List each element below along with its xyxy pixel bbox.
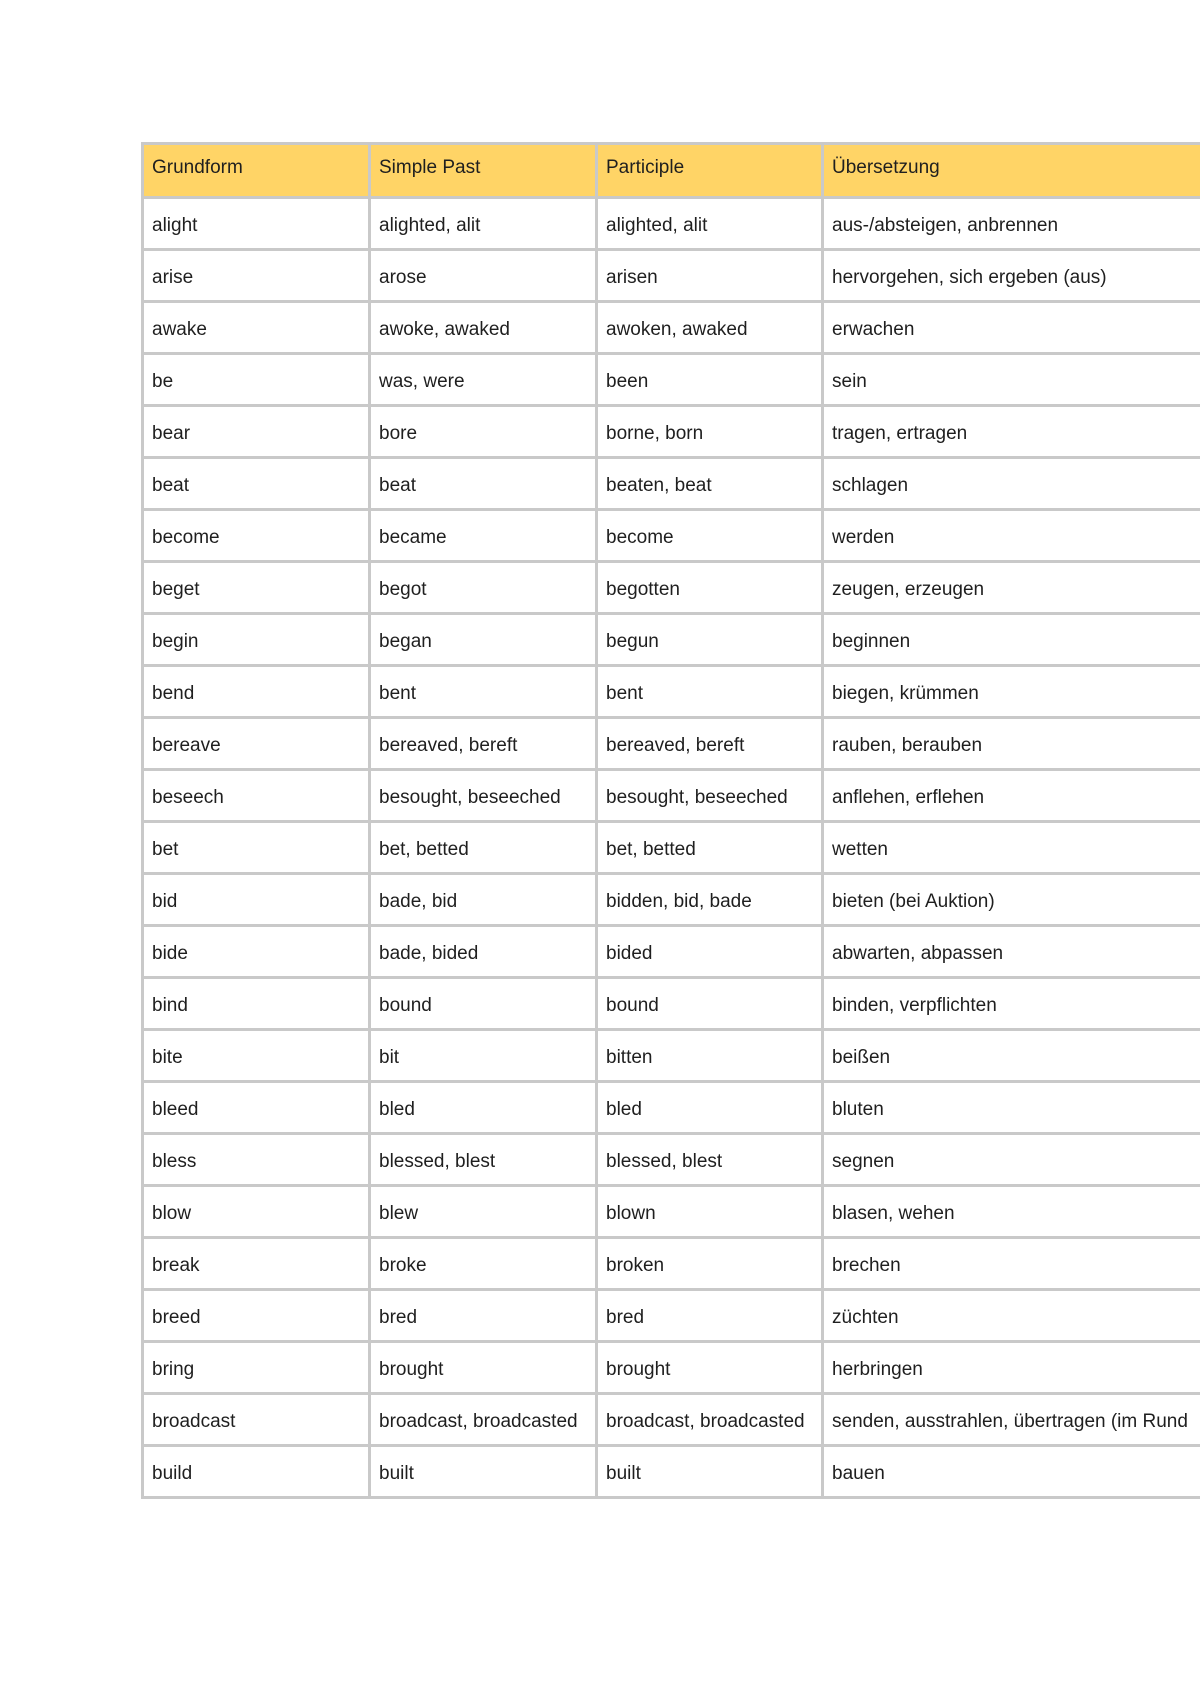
cell-uebersetzung: bauen (823, 1446, 1200, 1498)
cell-participle: bred (597, 1290, 823, 1342)
cell-uebersetzung: biegen, krümmen (823, 666, 1200, 718)
cell-participle: built (597, 1446, 823, 1498)
cell-grundform: begin (143, 614, 370, 666)
cell-participle: broadcast, broadcasted (597, 1394, 823, 1446)
table-row (143, 1446, 1200, 1498)
cell-participle: bled (597, 1082, 823, 1134)
cell-participle: bided (597, 926, 823, 978)
cell-grundform: become (143, 510, 370, 562)
cell-simple-past: became (370, 510, 597, 562)
cell-participle: alighted, alit (597, 198, 823, 250)
cell-grundform: blow (143, 1186, 370, 1238)
cell-uebersetzung: beginnen (823, 614, 1200, 666)
table-row (143, 1238, 1200, 1290)
cell-grundform: beat (143, 458, 370, 510)
cell-simple-past: built (370, 1446, 597, 1498)
cell-simple-past: broke (370, 1238, 597, 1290)
cell-simple-past: beat (370, 458, 597, 510)
table-row (143, 1394, 1200, 1446)
table-row (143, 1030, 1200, 1082)
cell-uebersetzung: wetten (823, 822, 1200, 874)
cell-grundform: arise (143, 250, 370, 302)
table-row (143, 1186, 1200, 1238)
cell-grundform: bleed (143, 1082, 370, 1134)
cell-grundform: be (143, 354, 370, 406)
cell-participle: besought, beseeched (597, 770, 823, 822)
cell-simple-past: bade, bid (370, 874, 597, 926)
cell-uebersetzung: aus-/absteigen, anbrennen (823, 198, 1200, 250)
cell-uebersetzung: abwarten, abpassen (823, 926, 1200, 978)
cell-participle: arisen (597, 250, 823, 302)
cell-grundform: awake (143, 302, 370, 354)
cell-simple-past: brought (370, 1342, 597, 1394)
header-participle: Participle (597, 144, 823, 198)
cell-grundform: break (143, 1238, 370, 1290)
table-row (143, 1342, 1200, 1394)
cell-uebersetzung: beißen (823, 1030, 1200, 1082)
table-row (143, 718, 1200, 770)
table-row (143, 354, 1200, 406)
cell-simple-past: besought, beseeched (370, 770, 597, 822)
cell-participle: become (597, 510, 823, 562)
cell-participle: beaten, beat (597, 458, 823, 510)
cell-simple-past: bore (370, 406, 597, 458)
cell-simple-past: bade, bided (370, 926, 597, 978)
header-grundform: Grundform (143, 144, 370, 198)
cell-grundform: bite (143, 1030, 370, 1082)
header-simple-past: Simple Past (370, 144, 597, 198)
cell-grundform: bless (143, 1134, 370, 1186)
cell-simple-past: bred (370, 1290, 597, 1342)
cell-participle: begun (597, 614, 823, 666)
table-row (143, 250, 1200, 302)
cell-simple-past: broadcast, broadcasted (370, 1394, 597, 1446)
table-row (143, 614, 1200, 666)
cell-grundform: broadcast (143, 1394, 370, 1446)
cell-participle: awoken, awaked (597, 302, 823, 354)
cell-uebersetzung: werden (823, 510, 1200, 562)
cell-uebersetzung: hervorgehen, sich ergeben (aus) (823, 250, 1200, 302)
cell-grundform: beget (143, 562, 370, 614)
cell-grundform: build (143, 1446, 370, 1498)
cell-uebersetzung: segnen (823, 1134, 1200, 1186)
cell-simple-past: bit (370, 1030, 597, 1082)
cell-simple-past: alighted, alit (370, 198, 597, 250)
cell-uebersetzung: tragen, ertragen (823, 406, 1200, 458)
table-row (143, 874, 1200, 926)
cell-participle: borne, born (597, 406, 823, 458)
cell-uebersetzung: erwachen (823, 302, 1200, 354)
table-row (143, 770, 1200, 822)
table-row (143, 302, 1200, 354)
cell-grundform: bear (143, 406, 370, 458)
cell-uebersetzung: herbringen (823, 1342, 1200, 1394)
table-row (143, 198, 1200, 250)
cell-participle: bidden, bid, bade (597, 874, 823, 926)
cell-simple-past: was, were (370, 354, 597, 406)
cell-participle: blown (597, 1186, 823, 1238)
cell-uebersetzung: anflehen, erflehen (823, 770, 1200, 822)
cell-grundform: alight (143, 198, 370, 250)
cell-uebersetzung: schlagen (823, 458, 1200, 510)
cell-participle: bitten (597, 1030, 823, 1082)
cell-grundform: bid (143, 874, 370, 926)
cell-simple-past: bled (370, 1082, 597, 1134)
cell-grundform: bereave (143, 718, 370, 770)
cell-grundform: bide (143, 926, 370, 978)
cell-simple-past: arose (370, 250, 597, 302)
table-row (143, 822, 1200, 874)
cell-uebersetzung: rauben, berauben (823, 718, 1200, 770)
cell-simple-past: bent (370, 666, 597, 718)
table-row (143, 978, 1200, 1030)
cell-grundform: bend (143, 666, 370, 718)
cell-simple-past: begot (370, 562, 597, 614)
cell-participle: blessed, blest (597, 1134, 823, 1186)
cell-grundform: bind (143, 978, 370, 1030)
table-body (143, 198, 1200, 1498)
cell-uebersetzung: blasen, wehen (823, 1186, 1200, 1238)
cell-uebersetzung: bluten (823, 1082, 1200, 1134)
table-row (143, 1082, 1200, 1134)
cell-participle: been (597, 354, 823, 406)
table-row (143, 1134, 1200, 1186)
irregular-verbs-table (141, 142, 1200, 1499)
cell-participle: begotten (597, 562, 823, 614)
cell-simple-past: began (370, 614, 597, 666)
cell-grundform: bet (143, 822, 370, 874)
cell-simple-past: bet, betted (370, 822, 597, 874)
cell-uebersetzung: senden, ausstrahlen, übertragen (im Rund (823, 1394, 1200, 1446)
cell-uebersetzung: brechen (823, 1238, 1200, 1290)
table-row (143, 666, 1200, 718)
table-row (143, 510, 1200, 562)
cell-uebersetzung: zeugen, erzeugen (823, 562, 1200, 614)
cell-participle: bent (597, 666, 823, 718)
cell-participle: bereaved, bereft (597, 718, 823, 770)
cell-grundform: beseech (143, 770, 370, 822)
table-header-row (143, 144, 1200, 198)
cell-participle: broken (597, 1238, 823, 1290)
cell-grundform: bring (143, 1342, 370, 1394)
table-row (143, 406, 1200, 458)
cell-participle: brought (597, 1342, 823, 1394)
cell-participle: bound (597, 978, 823, 1030)
cell-simple-past: blessed, blest (370, 1134, 597, 1186)
cell-simple-past: bereaved, bereft (370, 718, 597, 770)
table-row (143, 458, 1200, 510)
cell-uebersetzung: bieten (bei Auktion) (823, 874, 1200, 926)
cell-uebersetzung: binden, verpflichten (823, 978, 1200, 1030)
header-uebersetzung: Übersetzung (823, 144, 1200, 198)
cell-simple-past: bound (370, 978, 597, 1030)
cell-uebersetzung: züchten (823, 1290, 1200, 1342)
cell-grundform: breed (143, 1290, 370, 1342)
table-row (143, 562, 1200, 614)
cell-simple-past: awoke, awaked (370, 302, 597, 354)
cell-participle: bet, betted (597, 822, 823, 874)
cell-simple-past: blew (370, 1186, 597, 1238)
cell-uebersetzung: sein (823, 354, 1200, 406)
table-row (143, 926, 1200, 978)
table-row (143, 1290, 1200, 1342)
